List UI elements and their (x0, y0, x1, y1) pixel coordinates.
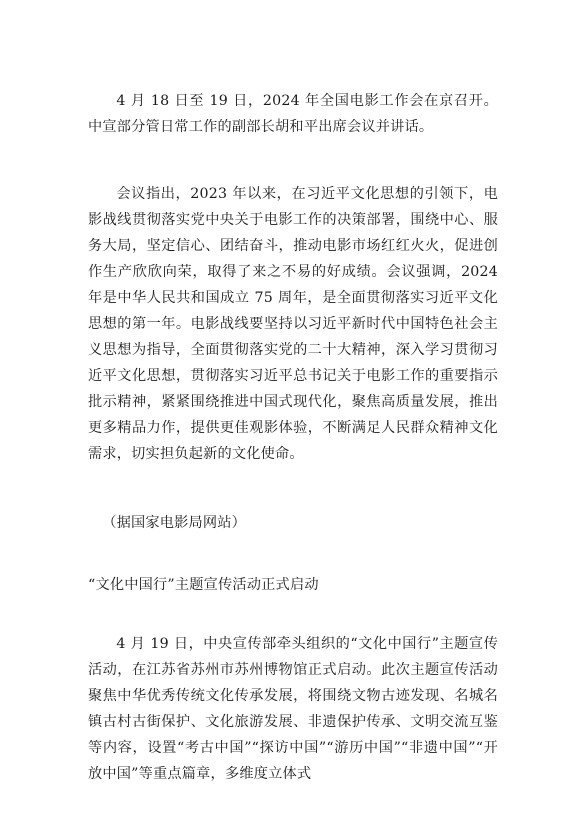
source-note: （据国家电影局网站） (102, 515, 247, 531)
paragraph-conference-details: 会议指出，2023 年以来，在习近平文化思想的引领下，电影战线贯彻落实党中央关于电影工作的决策部署，围绕中心、服务大局，坚定信心、团结奋斗，推动电影市场红红火火，促进创作生产欣欣向荣，取得了来之不易的好成绩。会议强调，2024 年是中华人民共和国成立 75 周年，是全面贯彻落实习近平文化思想的第一年。电影战线要坚持以习近平新时代中国特色社会主义思想为指导，全面贯彻落实党的二十大精神，深入学习贯彻习近平文化思想，贯彻落实习近平总书记关于电影工作的重要指示批示精神，紧紧围绕推进中国式现代化，聚焦高质量发展，推出更多精品力作，提供更佳观影体验，不断满足人民群众精神文化需求，切实担负起新的文化使命。 (88, 186, 498, 462)
paragraph-culture-china-tour: 4 月 19 日，中央宣传部牵头组织的“文化中国行”主题宣传活动，在江苏省苏州市苏州博物馆正式启动。此次主题宣传活动聚焦中华优秀传统文化传承发展，将围绕文物古迹发现、名城名镇古村古街保护、文化旅游发展、非遗保护传承、文明交流互鉴等内容，设置“考古中国”“探访中国”“游历中国”“非遗中国”“开放中国”等重点篇章，多维度立体式 (88, 636, 498, 782)
paragraph-film-conference: 4 月 18 日至 19 日，2024 年全国电影工作会在京召开。中宣部分管日常工作的副部长胡和平出席会议并讲话。 (88, 93, 498, 135)
article-heading-culture-china-tour: “文化中国行”主题宣传活动正式启动 (88, 577, 319, 593)
